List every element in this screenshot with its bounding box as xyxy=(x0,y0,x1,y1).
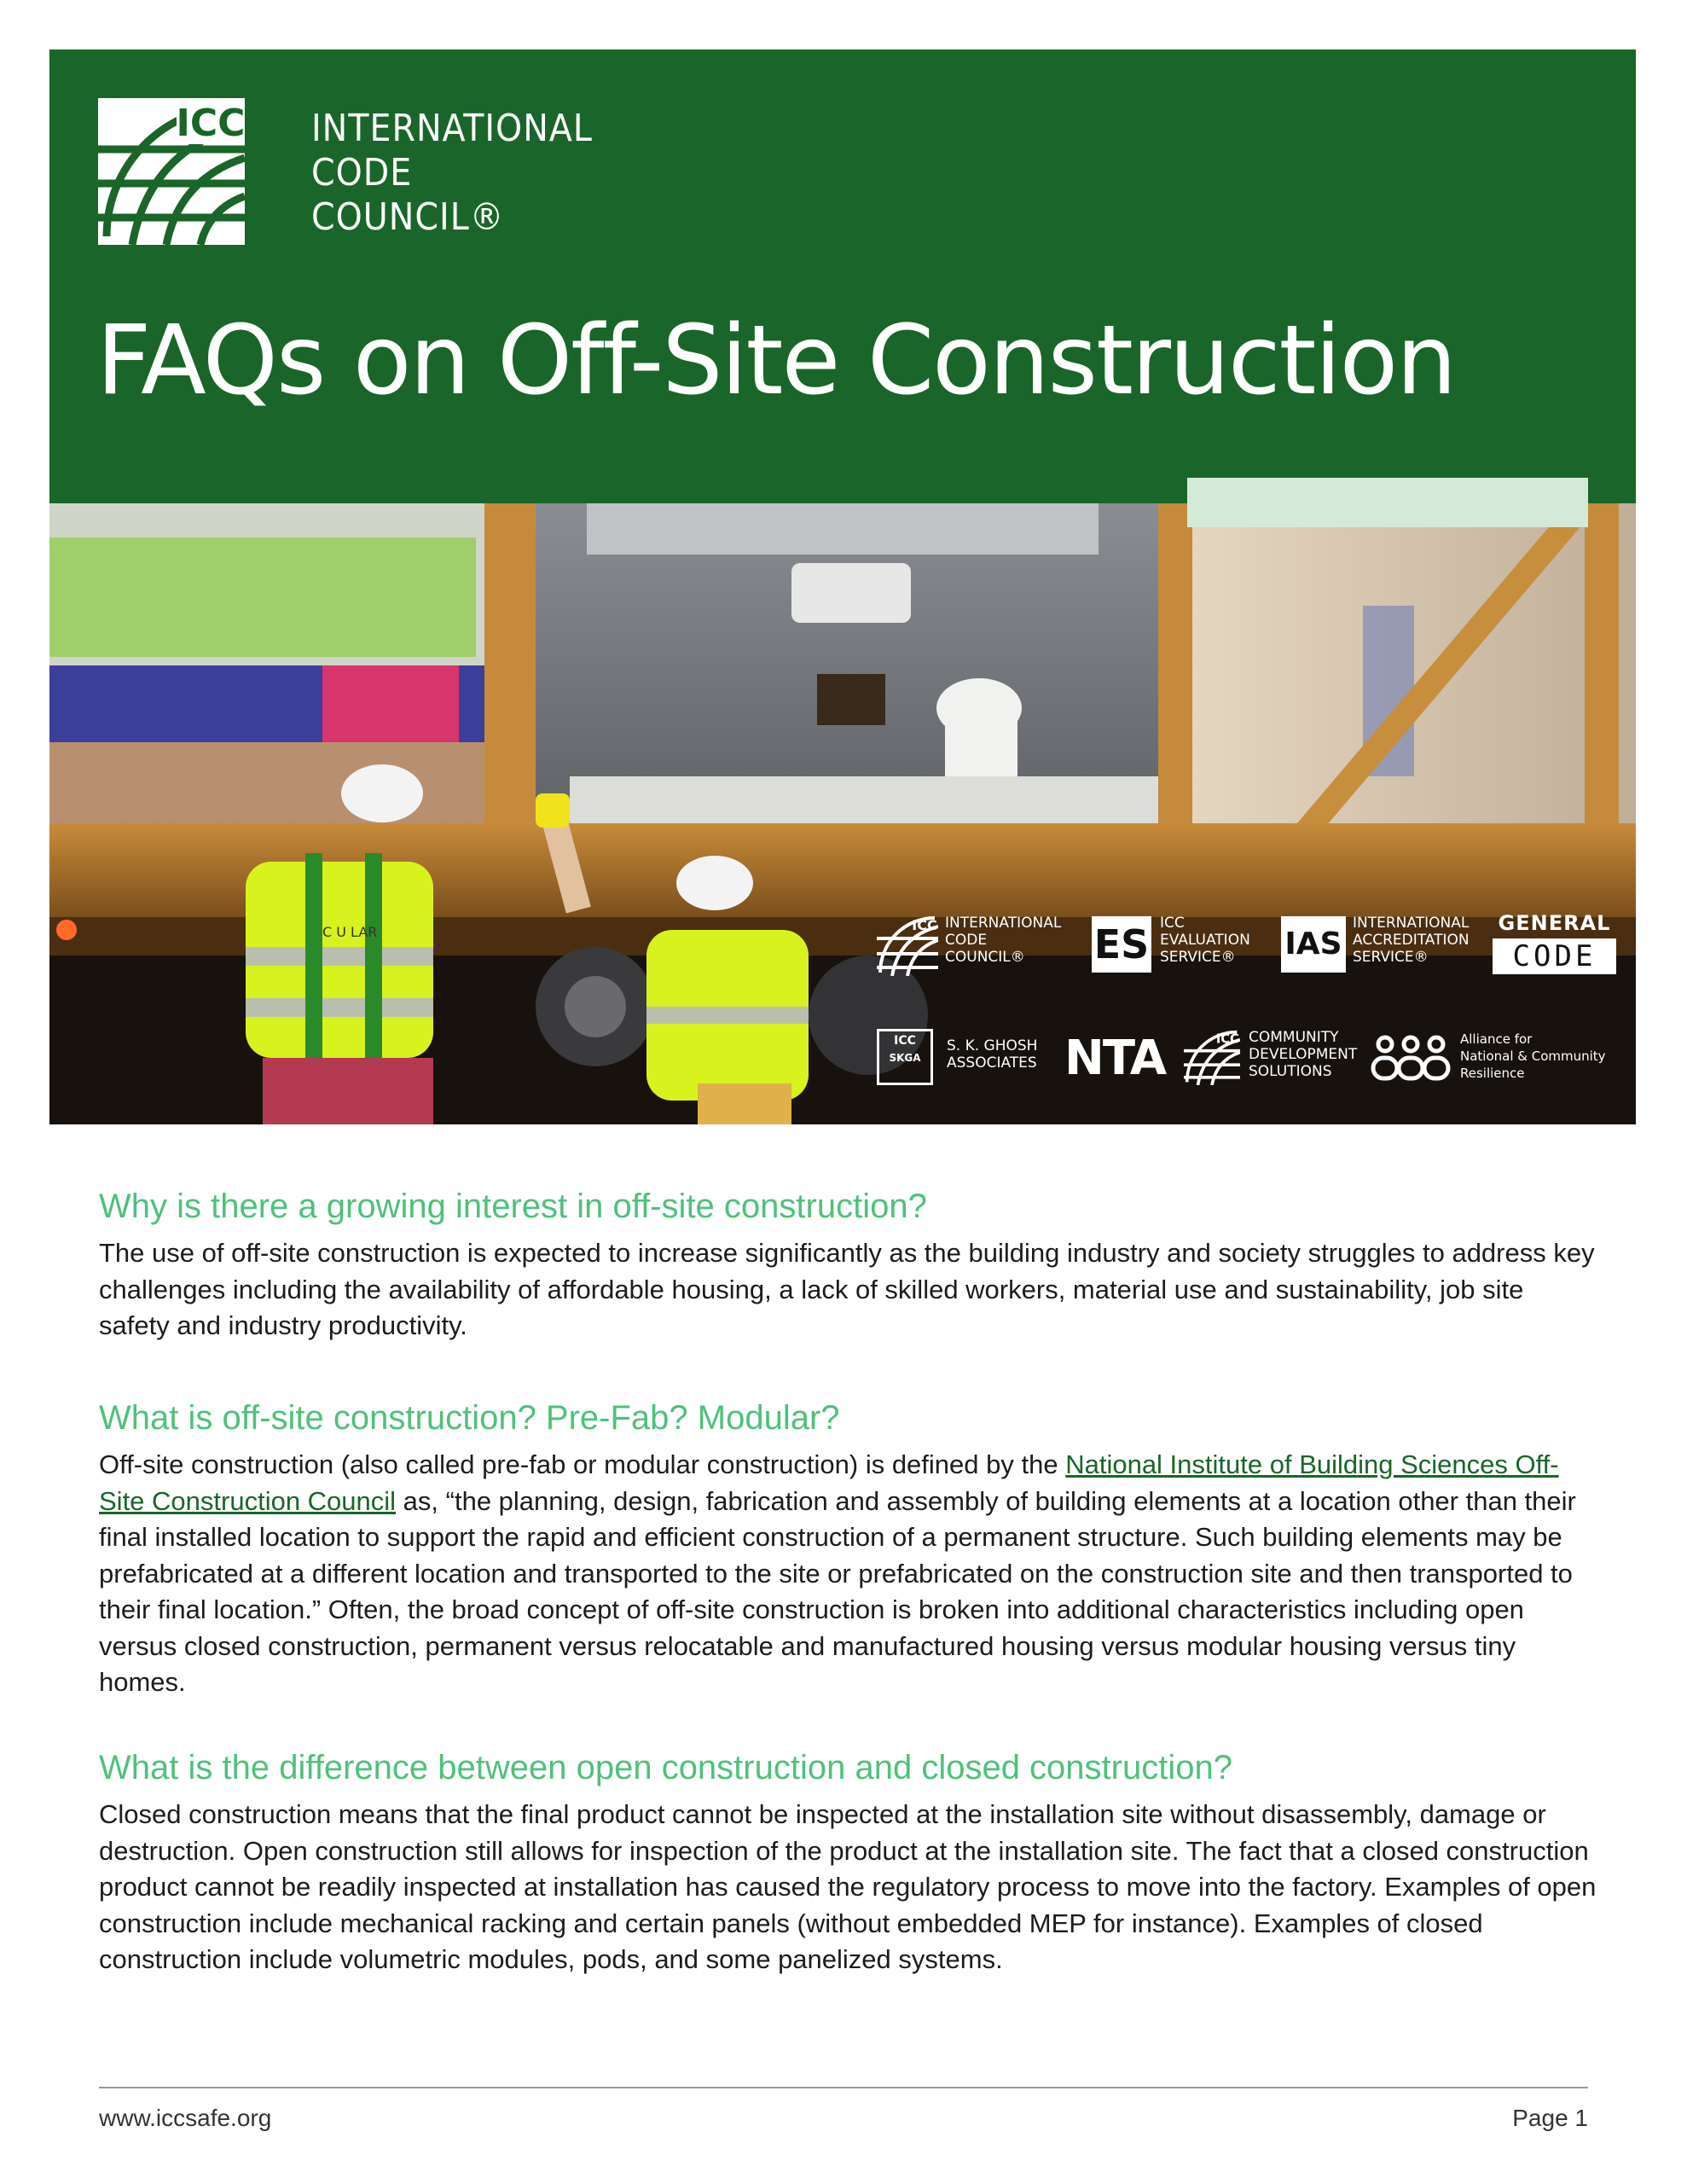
faq-question: Why is there a growing interest in off-site construction? xyxy=(99,1188,927,1225)
partner-skga-logo: ICC SKGA S. K. GHOSH ASSOCIATES xyxy=(877,1025,1039,1087)
svg-text:ICC: ICC xyxy=(912,917,937,933)
partner-nta-logo: NTA xyxy=(1064,1031,1166,1086)
page-number: Page 1 xyxy=(1512,2105,1588,2131)
people-icon xyxy=(1370,1032,1452,1083)
header-banner xyxy=(49,49,1636,503)
faq-item xyxy=(99,1397,1600,1701)
faq-item xyxy=(99,1747,1600,1978)
globe-icon xyxy=(877,915,938,976)
partner-es-logo: ES ICC EVALUATION SERVICE® xyxy=(1092,911,1254,978)
faq-answer: The use of off-site construction is expected to increase significantly as the building industry and society struggles to address key challenges including the availability of affordable housing, a lack of skilled workers, material use and sustainability, job site safety and industry productivity. xyxy=(99,1238,1595,1340)
partner-cds-logo: ICC COMMUNITY DEVELOPMENT SOLUTIONS xyxy=(1184,1025,1354,1087)
nibs-oscc-link[interactable]: National Institute of Building Sciences Off-Site Construction Council xyxy=(99,1449,1559,1516)
partner-general-code-logo: GENERAL CODE xyxy=(1493,911,1616,978)
svg-text:C U LAR: C U LAR xyxy=(322,924,378,940)
svg-text:ICC: ICC xyxy=(176,102,245,145)
partner-logos xyxy=(49,503,1636,1124)
footer-divider xyxy=(99,2087,1588,2088)
accent-bar xyxy=(1187,478,1588,527)
partner-ancr-logo: Alliance for National & Community Resilience xyxy=(1370,1025,1626,1087)
globe-icon xyxy=(98,98,245,245)
page-title: FAQs on Off-Site Construction xyxy=(96,305,1456,416)
logo-wordmark: INTERNATIONAL CODE COUNCIL® xyxy=(311,107,593,239)
faq-question: What is the difference between open construction and closed construction? xyxy=(99,1749,1232,1786)
globe-icon xyxy=(1184,1029,1240,1085)
partner-icc-logo: ICC INTERNATIONAL CODE COUNCIL® xyxy=(877,911,1056,978)
partner-ias-logo: IAS INTERNATIONAL ACCREDITATION SERVICE® xyxy=(1281,911,1460,978)
faq-question: What is off-site construction? Pre-Fab? Modular? xyxy=(99,1399,840,1437)
svg-text:ICC: ICC xyxy=(1215,1031,1239,1047)
faq-answer: Off-site construction (also called pre-fab or modular construction) is defined by the National Institute of Building Sciences Off-Site Construction Council as, “the planning, design, fabrication and assembly of building elements at a location other than their final installed location to support the rapid and efficient construction of a permanent structure. Such building elements may be prefabricated at a different location and transported to the site or prefabricated on the construction site and then transported to their final location.” Often, the broad concept of off-site construction is broken into additional characteristics including open versus closed construction, permanent versus relocatable and manufactured housing versus modular housing versus tiny homes. xyxy=(99,1449,1576,1697)
faq-answer: Closed construction means that the final product cannot be inspected at the installation site without disassembly, damage or destruction. Open construction still allows for inspection of the product at the installation site. The fact that a closed construction product cannot be readily inspected at installation has caused the regulatory process to move into the factory. Examples of open construction include mechanical racking and certain panels (without embedded MEP for instance). Examples of closed construction include volumetric modules, pods, and some panelized systems. xyxy=(99,1799,1597,1974)
footer-website[interactable]: www.iccsafe.org xyxy=(99,2105,272,2131)
icc-logo xyxy=(98,98,593,250)
hero-photo xyxy=(49,503,1636,1124)
faq-item xyxy=(99,1186,1600,1345)
